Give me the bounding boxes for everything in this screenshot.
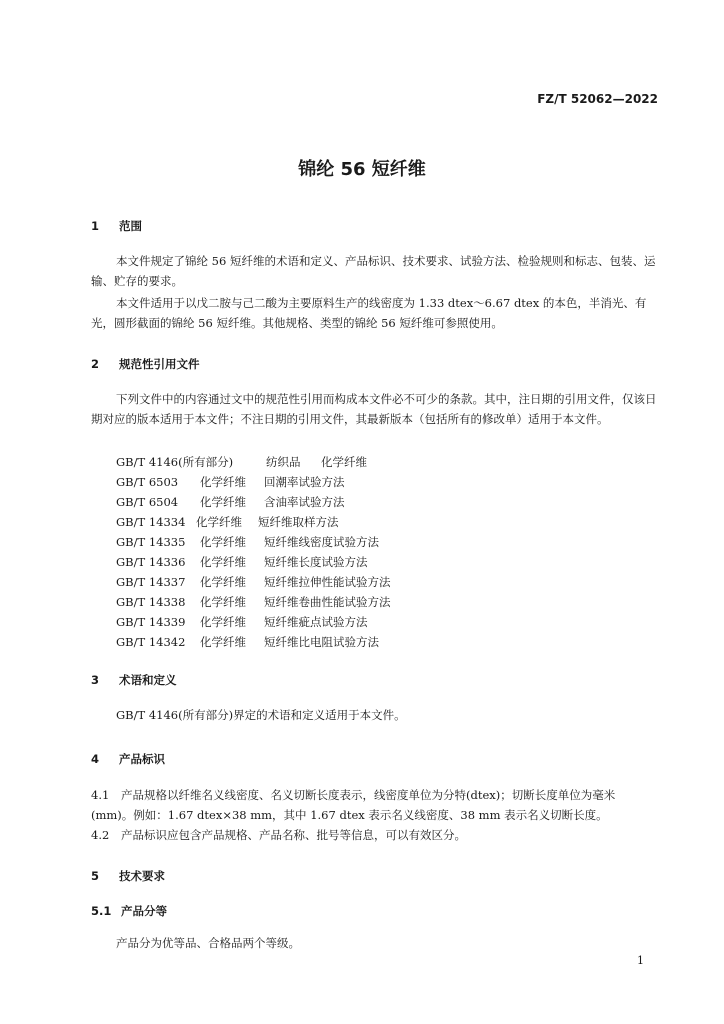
section-5-heading: 5 技术要求	[91, 869, 165, 883]
section-1-paragraph-2: 本文件适用于以戊二胺与己二酸为主要原料生产的线密度为 1.33 dtex～6.67 dtex 的本色，半消光、有光，圆形截面的锦纶 56 短纤维。其他规格、类型的锦纶 56 短纤维可参照使用。	[91, 296, 647, 330]
reference-item: GB/T 4146(所有部分) 纺织品 化学纤维	[116, 455, 367, 469]
section-4-heading: 4 产品标识	[91, 752, 165, 766]
section-1-paragraph-1: 本文件规定了锦纶 56 短纤维的术语和定义、产品标识、技术要求、试验方法、检验规则和标志、包装、运输、贮存的要求。	[91, 254, 656, 288]
clause-4-1: 4.1 产品规格以纤维名义线密度、名义切断长度表示，线密度单位为分特(dtex)；切断长度单位为毫米(mm)。例如：1.67 dtex×38 mm，其中 1.67 dtex 表示名义线密度、38 mm 表示名义切断长度。	[91, 788, 616, 822]
reference-item: GB/T 14337 化学纤维 短纤维拉伸性能试验方法	[116, 575, 391, 589]
section-5-1-heading: 5.1 产品分等	[91, 904, 167, 918]
reference-item: GB/T 6503 化学纤维 回潮率试验方法	[116, 475, 345, 489]
reference-item: GB/T 6504 化学纤维 含油率试验方法	[116, 495, 345, 509]
section-2-heading: 2 规范性引用文件	[91, 357, 200, 371]
section-5-1-paragraph: 产品分为优等品、合格品两个等级。	[116, 936, 300, 950]
section-2-paragraph-1: 下列文件中的内容通过文中的规范性引用而构成本文件必不可少的条款。其中，注日期的引用文件，仅该日期对应的版本适用于本文件；不注日期的引用文件，其最新版本（包括所有的修改单）适用于本文件。	[91, 392, 657, 426]
section-3-heading: 3 术语和定义	[91, 673, 177, 687]
reference-item: GB/T 14339 化学纤维 短纤维疵点试验方法	[116, 615, 368, 629]
document-title: 锦纶 56 短纤维	[298, 159, 426, 180]
reference-item: GB/T 14342 化学纤维 短纤维比电阻试验方法	[116, 635, 379, 649]
standard-number: FZ/T 52062—2022	[537, 92, 658, 106]
reference-item: GB/T 14336 化学纤维 短纤维长度试验方法	[116, 555, 368, 569]
reference-item: GB/T 14338 化学纤维 短纤维卷曲性能试验方法	[116, 595, 391, 609]
reference-item: GB/T 14335 化学纤维 短纤维线密度试验方法	[116, 535, 379, 549]
clause-4-2: 4.2 产品标识应包含产品规格、产品名称、批号等信息，可以有效区分。	[91, 828, 466, 842]
section-1-heading: 1 范围	[91, 219, 142, 233]
section-3-paragraph-1: GB/T 4146(所有部分)界定的术语和定义适用于本文件。	[116, 708, 406, 722]
page-number: 1	[637, 954, 644, 967]
reference-item: GB/T 14334 化学纤维 短纤维取样方法	[116, 515, 339, 529]
